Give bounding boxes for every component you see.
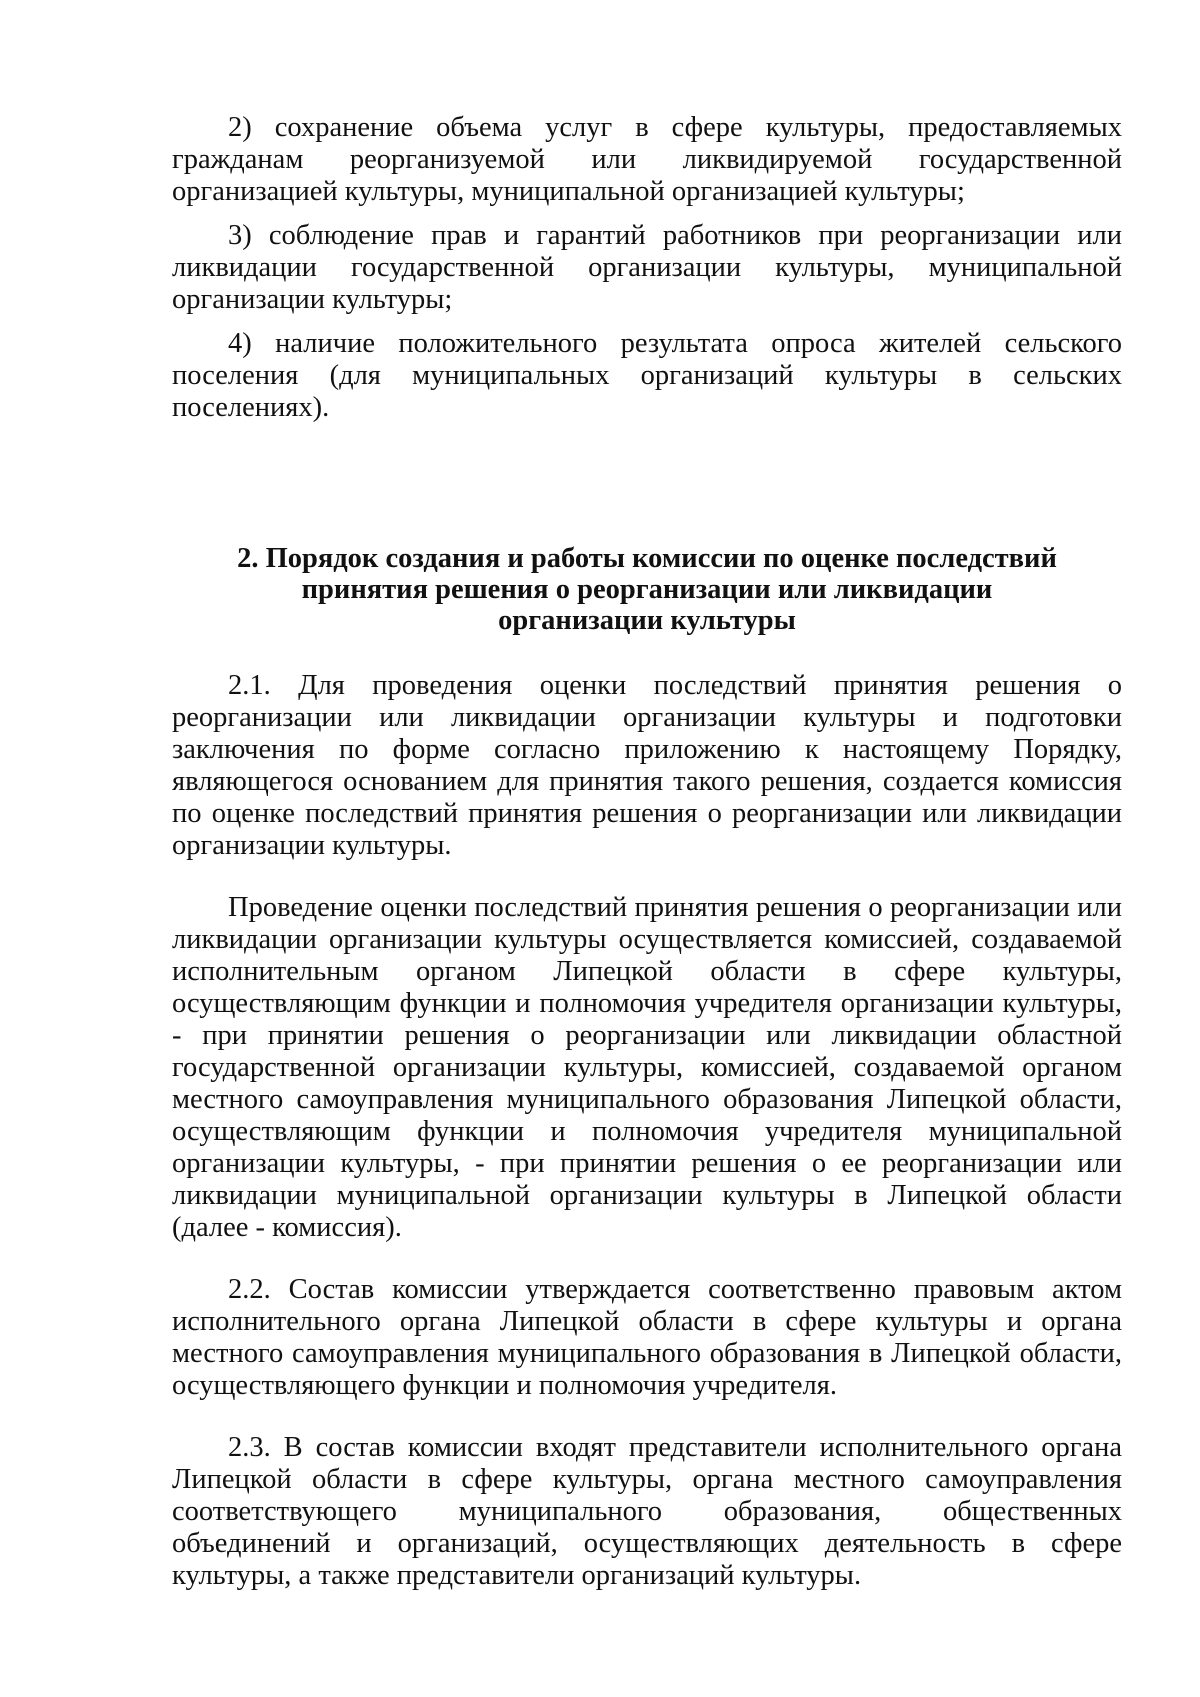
paragraph-2-1: 2.1. Для проведения оценки последствий принятия решения о реорганизации или ликвидации организации культуры и подготовки заключения по форме согласно приложению к настоящему Порядку, являющегося основанием для принятия такого решения, создается комиссия по оценке последствий принятия решения о реорганизации или ликвидации организации культуры. xyxy=(172,670,1122,861)
list-item-3: 3) соблюдение прав и гарантий работников при реорганизации или ликвидации государственной организации культуры, муниципальной организации культуры; xyxy=(172,220,1122,315)
paragraph-2-3: 2.3. В состав комиссии входят представители исполнительного органа Липецкой области в сфере культуры, органа местного самоуправления соответствующего муниципального образования, общественных объединений и организаций, осуществляющих деятельность в сфере культуры, а также представители организаций культуры. xyxy=(172,1432,1122,1591)
section-heading-line-1: 2. Порядок создания и работы комиссии по оценке последствий xyxy=(237,543,1057,574)
section-heading-line-3: организации культуры xyxy=(498,605,796,636)
paragraph-evaluation: Проведение оценки последствий принятия решения о реорганизации или ликвидации организации культуры осуществляется комиссией, создаваемой исполнительным органом Липецкой области в сфере культуры, осуществляющим функции и полномочия учредителя организации культуры, - при принятии решения о реорганизации или ликвидации областной государственной организации культуры, комиссией, создаваемой органом местного самоуправления муниципального образования Липецкой области, осуществляющим функции и полномочия учредителя муниципальной организации культуры, - при принятии решения о ее реорганизации или ликвидации муниципальной организации культуры в Липецкой области (далее - комиссия). xyxy=(172,892,1122,1243)
section-heading xyxy=(172,543,1122,636)
paragraph-2-2: 2.2. Состав комиссии утверждается соответственно правовым актом исполнительного органа Липецкой области в сфере культуры и органа местного самоуправления муниципального образования в Липецкой области, осуществляющего функции и полномочия учредителя. xyxy=(172,1274,1122,1401)
section-heading-line-2: принятия решения о реорганизации или ликвидации xyxy=(301,574,993,605)
list-item-4: 4) наличие положительного результата опроса жителей сельского поселения (для муниципальных организаций культуры в сельских поселениях). xyxy=(172,328,1122,423)
document-page xyxy=(172,112,1122,1607)
list-item-2: 2) сохранение объема услуг в сфере культуры, предоставляемых гражданам реорганизуемой или ликвидируемой государственной организацией культуры, муниципальной организацией культуры; xyxy=(172,112,1122,207)
